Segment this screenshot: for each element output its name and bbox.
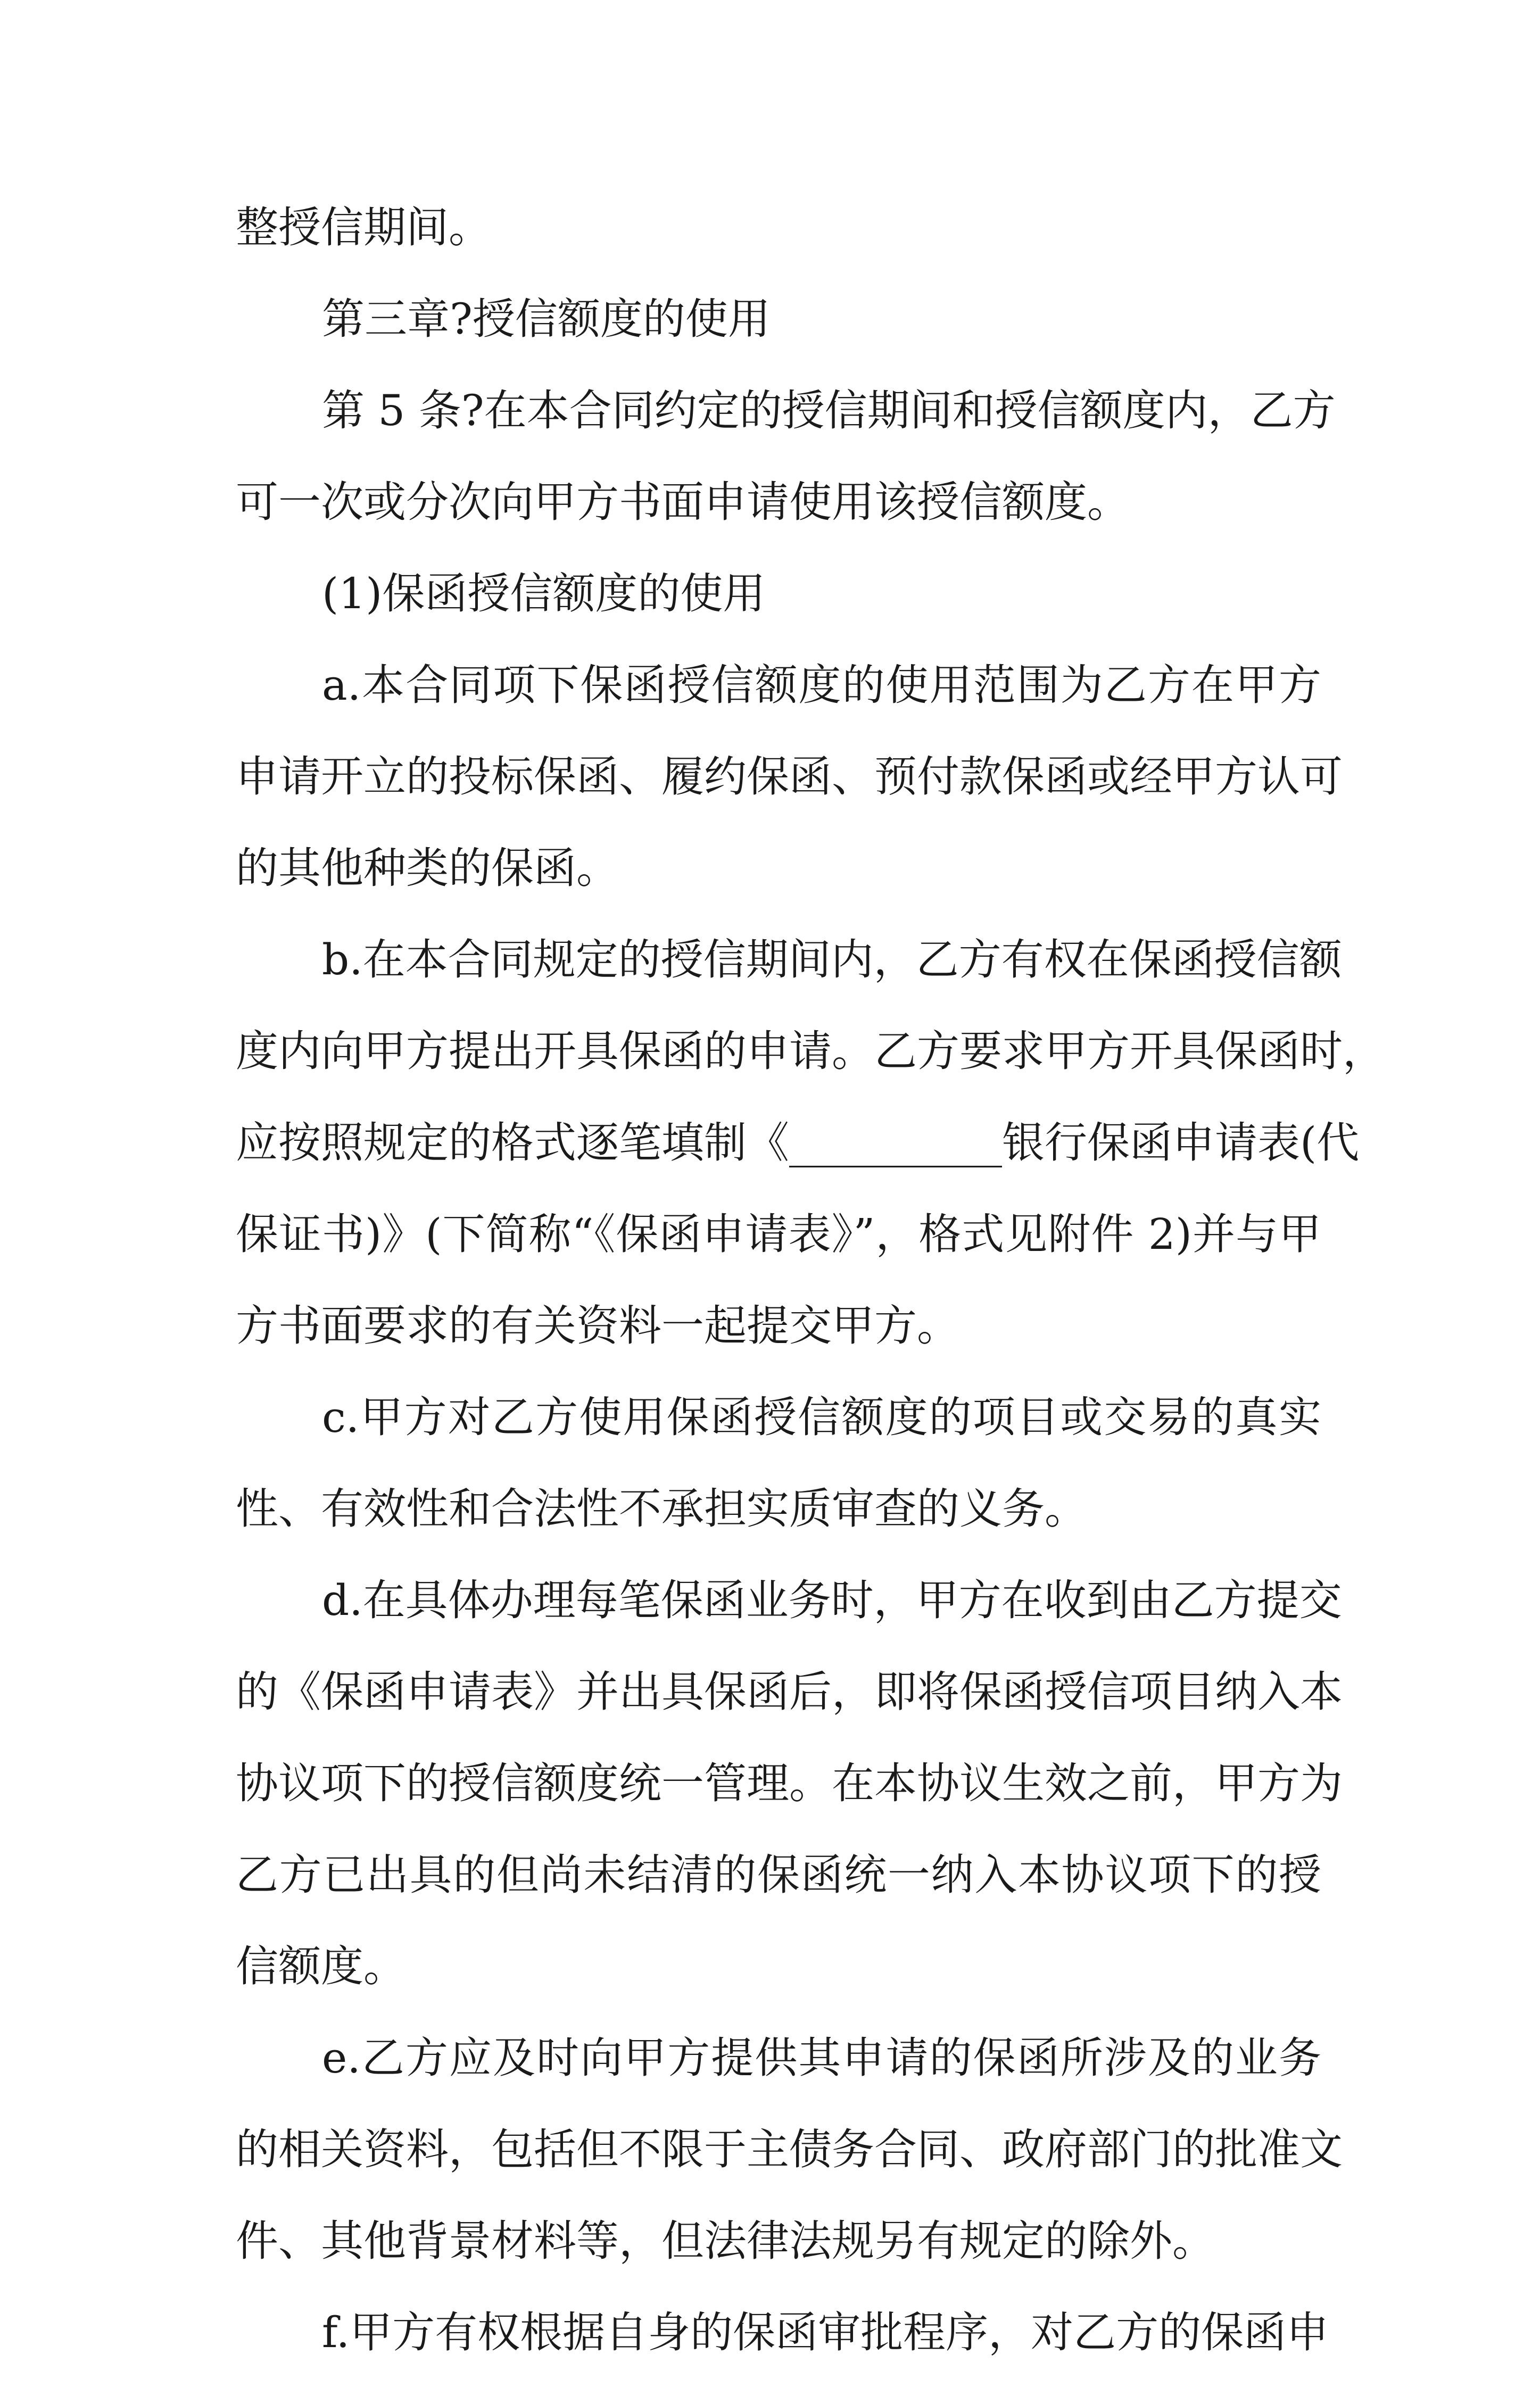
text-line: b.在本合同规定的授信期间内，乙方有权在保函授信额 xyxy=(322,935,1342,984)
text-line: 协议项下的授信额度统一管理。在本协议生效之前，甲方为 xyxy=(236,1759,1343,1808)
text-line: 整授信期间。 xyxy=(236,203,491,252)
text-line: e.乙方应及时向甲方提供其申请的保函所涉及的业务 xyxy=(322,2033,1321,2083)
text-line: 的其他种类的保函。 xyxy=(236,843,619,893)
text-line: 应按照规定的格式逐笔填制《__________银行保函申请表(代 xyxy=(236,1118,1360,1167)
text-line: 乙方已出具的但尚未结清的保函统一纳入本协议项下的授 xyxy=(236,1850,1321,1900)
text-line: 方书面要求的有关资料一起提交甲方。 xyxy=(236,1301,959,1350)
text-line: c.甲方对乙方使用保函授信额度的项目或交易的真实 xyxy=(322,1393,1321,1442)
text-line: a.本合同项下保函授信额度的使用范围为乙方在甲方 xyxy=(322,660,1321,710)
text-line: d.在具体办理每笔保函业务时，甲方在收到由乙方提交 xyxy=(322,1576,1342,1625)
text-line: 度内向甲方提出开具保函的申请。乙方要求甲方开具保函时， xyxy=(236,1026,1385,1076)
chapter-heading: 第三章?授信额度的使用 xyxy=(322,294,771,344)
text-line: 第 5 条?在本合同约定的授信期间和授信额度内，乙方 xyxy=(322,386,1336,435)
section-heading: (1)保函授信额度的使用 xyxy=(322,569,766,618)
text-line: 申请开立的投标保函、履约保函、预付款保函或经甲方认可 xyxy=(236,752,1343,801)
text-line: 的相关资料，包括但不限于主债务合同、政府部门的批准文 xyxy=(236,2125,1343,2174)
text-line: 件、其他背景材料等，但法律法规另有规定的除外。 xyxy=(236,2216,1215,2266)
text-line: f.甲方有权根据自身的保函审批程序，对乙方的保函申 xyxy=(322,2308,1329,2357)
text-line: 性、有效性和合法性不承担实质审查的义务。 xyxy=(236,1484,1087,1534)
text-line: 信额度。 xyxy=(236,1942,406,1991)
document-body xyxy=(236,190,1385,2387)
text-line: 保证书)》(下简称“《保函申请表》”，格式见附件 2)并与甲 xyxy=(236,1209,1321,1259)
text-line: 的《保函申请表》并出具保函后，即将保函授信项目纳入本 xyxy=(236,1667,1343,1717)
text-line: 可一次或分次向甲方书面申请使用该授信额度。 xyxy=(236,477,1130,527)
